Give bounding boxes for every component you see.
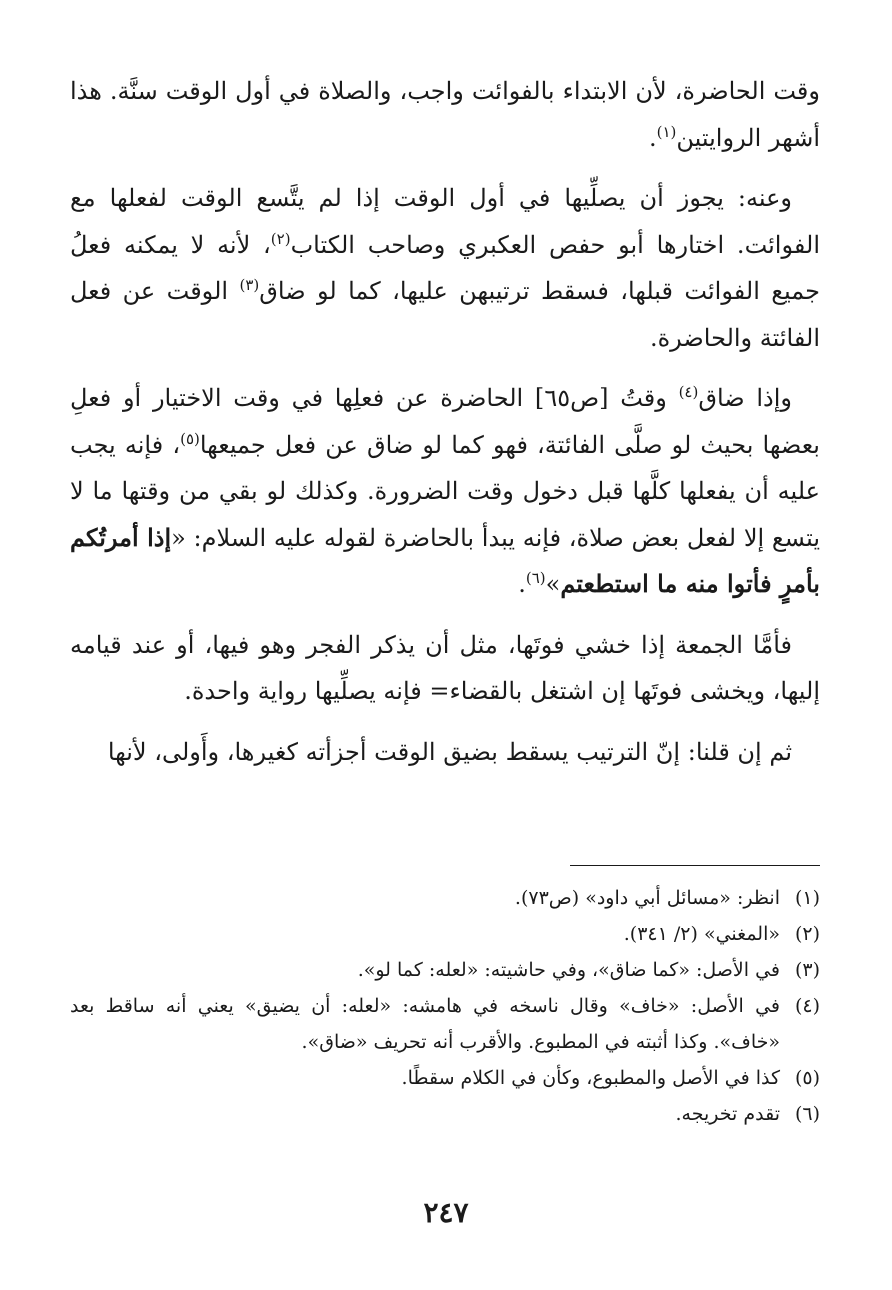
footnote-ref-1[interactable]: (١) xyxy=(656,122,677,141)
footnote-text: في الأصل: «كما ضاق»، وفي حاشيته: «لعله: كما لو». xyxy=(357,959,780,981)
footnote-number: (٣) xyxy=(794,959,820,981)
paragraph-1-text: وقت الحاضرة، لأن الابتداء بالفوائت واجب، والصلاة في أول الوقت سنَّة. هذا أشهر الروايتين xyxy=(70,77,820,152)
footnote-text: كذا في الأصل والمطبوع، وكأن في الكلام سقطًا. xyxy=(401,1067,780,1089)
footnote-number: (١) xyxy=(794,887,820,909)
footnote-text: تقدم تخريجه. xyxy=(675,1103,780,1125)
footnote-ref-6[interactable]: (٦) xyxy=(525,569,546,587)
paragraph-3-part-e: . xyxy=(518,570,526,598)
footnote-2 xyxy=(70,916,820,952)
footnote-ref-5[interactable]: (٥) xyxy=(180,429,200,448)
paragraph-2-part-a: وعنه: يجوز أن يصلِّيها في أول الوقت إذا لم يتَّسع الوقت لفعلها مع الفوائت. اختارها أبو حفص العكبري وصاحب الكتاب xyxy=(70,184,820,259)
paragraph-3-part-d: » xyxy=(545,570,561,598)
footnotes xyxy=(70,880,820,1132)
footnote-number: (٥) xyxy=(794,1067,820,1089)
main-text xyxy=(70,68,820,775)
footnote-number: (٤) xyxy=(794,995,820,1017)
footnote-5 xyxy=(70,1060,820,1096)
paragraph-3-part-b: وقتُ [ص٦٥] الحاضرة عن فعلِها في وقت الاختيار أو فعلِ بعضها بحيث لو صلَّى الفائتة، فهو كما لو ضاق عن فعل جميعها xyxy=(70,384,820,459)
footnote-number: (٦) xyxy=(794,1103,820,1125)
footnote-text: في الأصل: «خاف» وقال ناسخه في هامشه: «لعله: أن يضيق» يعني أنه ساقط بعد «خاف». وكذا أثبته في المطبوع. والأقرب أنه تحريف «ضاق». xyxy=(70,995,780,1053)
footnote-1 xyxy=(70,880,820,916)
footnote-number: (٢) xyxy=(794,923,820,945)
footnote-ref-2[interactable]: (٢) xyxy=(270,229,291,248)
hadith-quote: إذا أمرتُكم بأمرٍ فأتوا منه ما استطعتم xyxy=(70,522,820,598)
paragraph-4: فأمَّا الجمعة إذا خشي فوتَها، مثل أن يذكر الفجر وهو فيها، أو عند قيامه إليها، ويخشى فوتَها إن اشتغل بالقضاء= فإنه يصلِّيها رواية واحدة. xyxy=(70,630,820,705)
paragraph-5: ثم إن قلنا: إنّ الترتيب يسقط بضيق الوقت أجزأته كغيرها، وأَولى، لأنها xyxy=(107,737,792,766)
paragraph-3-part-c: ، فإنه يجب عليه أن يفعلها كلَّها قبل دخول وقت الضرورة. وكذلك لو بقي من وقتها ما لا يتسع إلا لفعل بعض صلاة، فإنه يبدأ بالحاضرة لقوله عليه السلام: « xyxy=(70,430,820,552)
footnote-6 xyxy=(70,1096,820,1132)
paragraph-2-part-b: ، لأنه لا يمكنه فعلُ جميع الفوائت قبلها، فسقط ترتيبهن عليها، كما لو ضاق xyxy=(70,230,820,305)
paragraph-3-part-a: وإذا ضاق xyxy=(698,384,792,412)
paragraph-3 xyxy=(70,375,820,608)
footnote-3 xyxy=(70,952,820,988)
paragraph-2 xyxy=(70,175,820,361)
paragraph-2-part-c: الوقت عن فعل الفائتة والحاضرة. xyxy=(70,277,820,352)
footnote-separator xyxy=(570,865,820,866)
footnote-ref-3[interactable]: (٣) xyxy=(239,276,260,294)
footnote-text: انظر: «مسائل أبي داود» (ص٧٣). xyxy=(514,887,780,909)
paragraph-1-tail: . xyxy=(648,123,657,152)
footnote-ref-4[interactable]: (٤) xyxy=(678,383,699,401)
paragraph-1 xyxy=(70,68,820,161)
page-number: ٢٤٧ xyxy=(423,1196,469,1229)
footnote-4 xyxy=(70,988,820,1060)
footnote-text: «المغني» (٢/ ٣٤١). xyxy=(623,923,780,945)
